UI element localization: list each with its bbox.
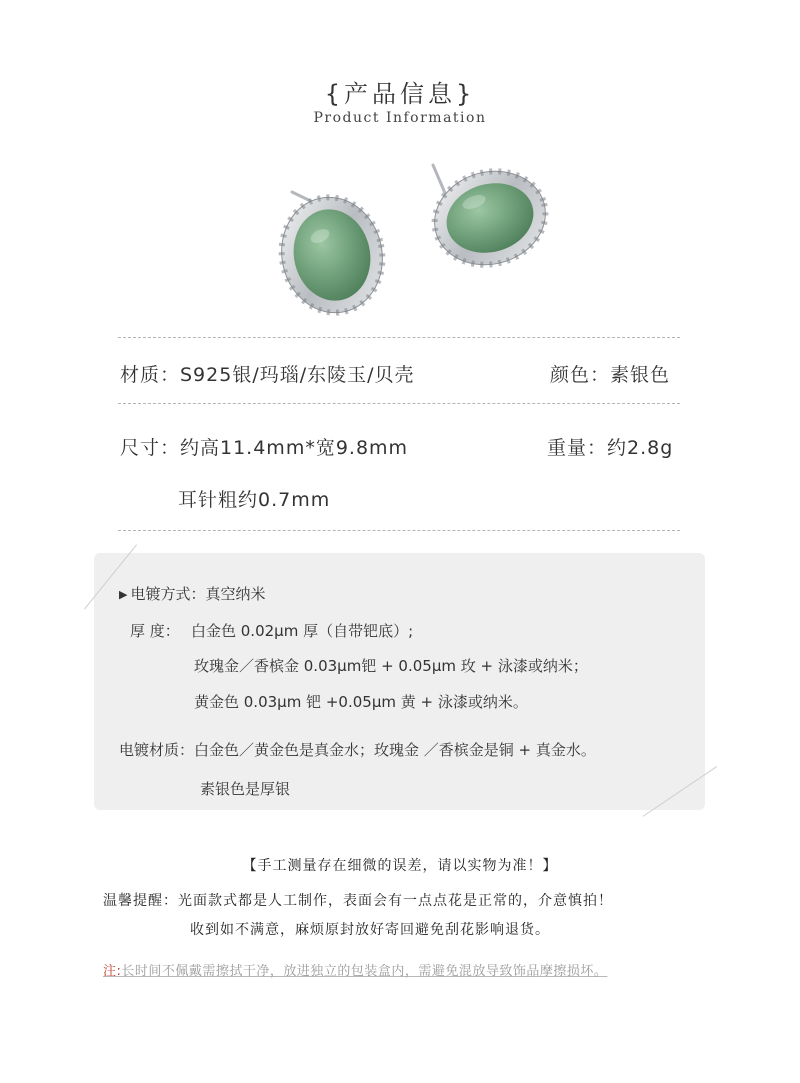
divider-3 — [118, 530, 680, 531]
plating-material-line-2: 素银色是厚银 — [200, 780, 291, 798]
thickness-line-1: 白金色 0.02μm 厚（自带钯底）; — [191, 622, 414, 640]
thickness-line-3: 黄金色 0.03μm 钯 +0.05μm 黄 + 泳漆或纳米。 — [194, 693, 528, 711]
care-note — [103, 960, 607, 979]
section-title-en: Product Information — [313, 110, 487, 126]
earring-right — [424, 159, 556, 277]
plating-material-line-1: 电镀材质：白金色／黄金色是真金水；玫瑰金 ／香槟金是铜 + 真金水。 — [119, 741, 596, 759]
spec-pin: 耳针粗约0.7mm — [178, 489, 331, 511]
spec-size: 尺寸：约高11.4mm*宽9.8mm — [120, 437, 409, 459]
care-note-text: 长时间不佩戴需擦拭干净，放进独立的包装盒内，需避免混放导致饰品摩擦损坏。 — [121, 964, 608, 979]
plating-method-text: 电镀方式：真空纳米 — [130, 585, 266, 603]
earring-left — [271, 188, 393, 322]
section-title-cn: {产品信息} — [324, 80, 476, 108]
reminder-line-1: 温馨提醒：光面款式都是人工制作，表面会有一点点花是正常的，介意慎拍！ — [103, 893, 613, 909]
divider-2 — [118, 403, 680, 404]
spec-material: 材质：S925银/玛瑙/东陵玉/贝壳 — [120, 364, 415, 386]
plating-method — [119, 583, 265, 604]
measurement-notice: 【手工测量存在细微的误差，请以实物为准！】 — [242, 858, 558, 874]
product-image — [270, 150, 570, 350]
triangle-right-icon: ▶ — [119, 588, 128, 601]
spec-weight: 重量：约2.8g — [547, 437, 674, 459]
reminder-line-2: 收到如不满意，麻烦原封放好寄回避免刮花影响退货。 — [190, 922, 550, 938]
thickness-label: 厚 度： — [130, 622, 180, 640]
thickness-line-2: 玫瑰金／香槟金 0.03μm钯 + 0.05μm 玫 + 泳漆或纳米； — [194, 657, 588, 675]
spec-color: 颜色：素银色 — [550, 364, 671, 386]
care-note-label: 注: — [103, 964, 122, 979]
divider-1 — [118, 337, 680, 338]
